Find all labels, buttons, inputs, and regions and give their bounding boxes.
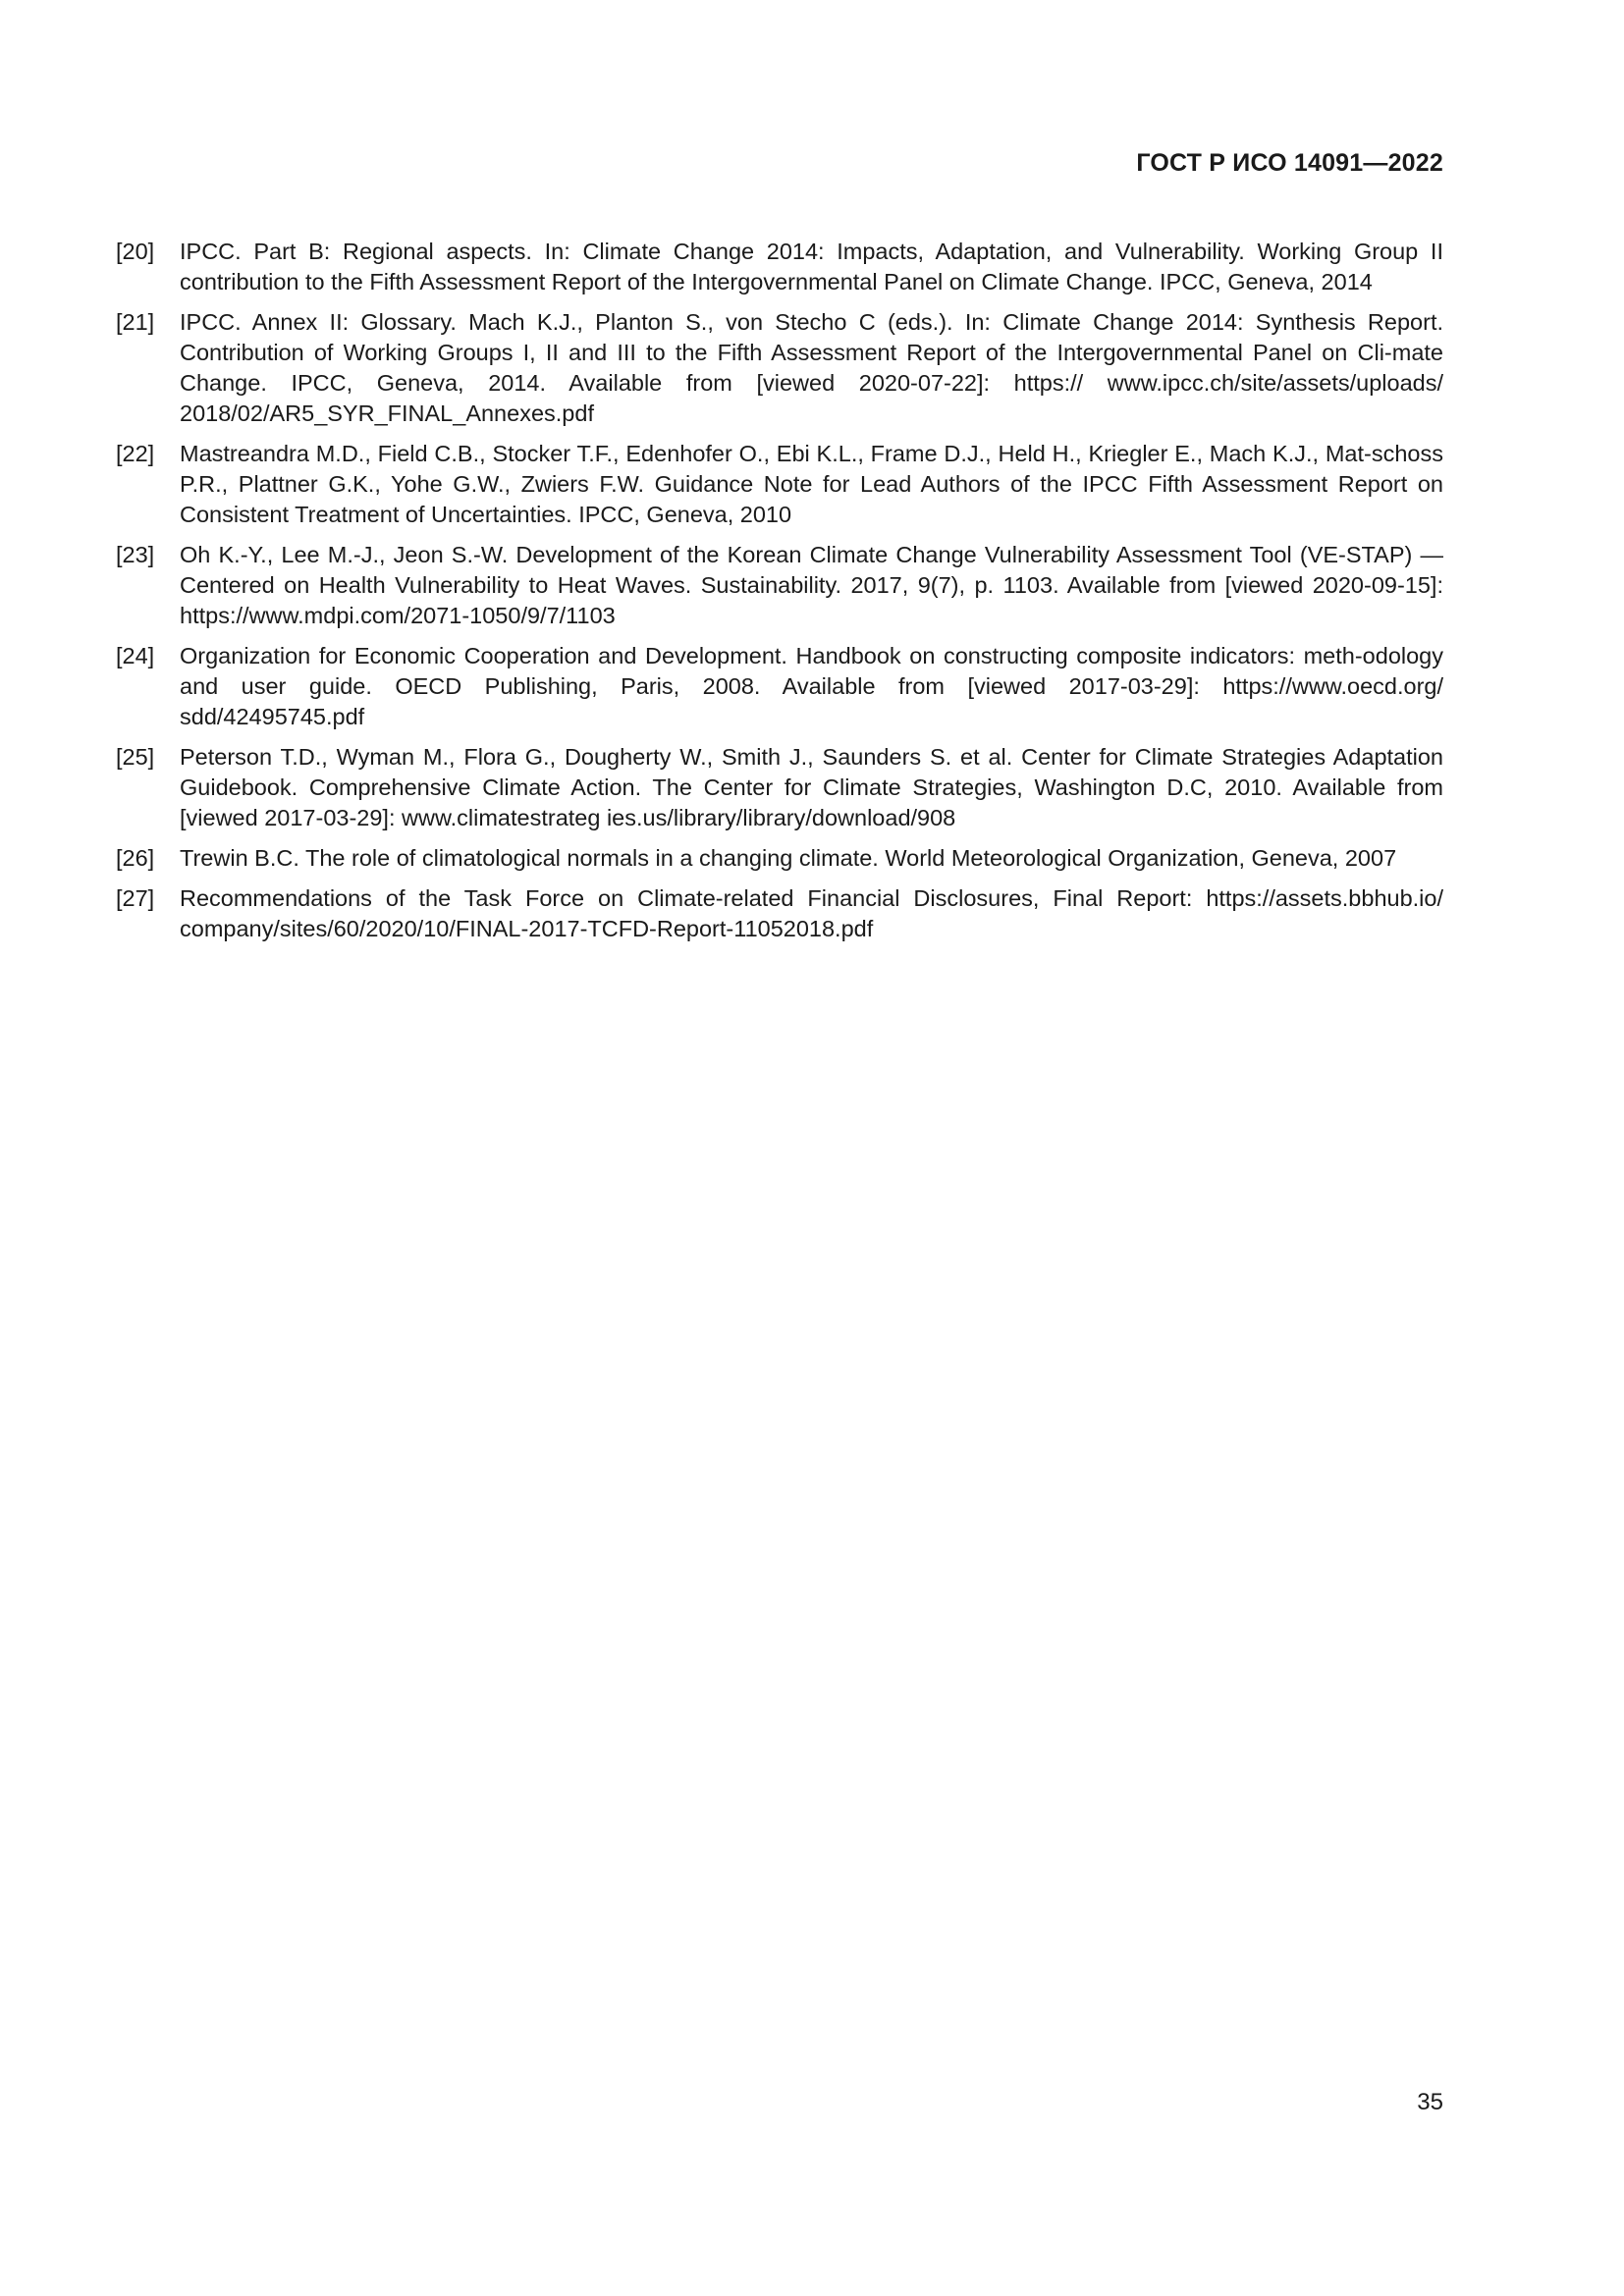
reference-number: [25] — [116, 744, 155, 770]
document-header-code: ГОСТ Р ИСО 14091—2022 — [1136, 149, 1443, 177]
reference-text: Organization for Economic Cooperation and Development. Handbook on constructing composite indicators: meth-odology and user guide. OECD Publishing, Paris, 2008. Available from [viewed 2017-03-29]: https://www.oecd.org/ sdd/42495745.pdf — [180, 643, 1443, 729]
bibliography-list — [116, 237, 1443, 954]
reference-item — [116, 237, 1443, 297]
reference-item — [116, 439, 1443, 530]
reference-item — [116, 742, 1443, 833]
reference-number: [21] — [116, 309, 155, 335]
reference-item — [116, 540, 1443, 631]
reference-item — [116, 641, 1443, 732]
reference-item — [116, 843, 1443, 874]
reference-item — [116, 307, 1443, 429]
reference-text: Recommendations of the Task Force on Climate-related Financial Disclosures, Final Report: https://assets.bbhub.io/ company/sites/60/2020/10/FINAL-2017-TCFD-Report-11052018.pdf — [180, 885, 1443, 941]
reference-text: Mastreandra M.D., Field C.B., Stocker T.F., Edenhofer O., Ebi K.L., Frame D.J., Held H., Kriegler E., Mach K.J., Mat-schoss P.R., Plattner G.K., Yohe G.W., Zwiers F.W. Guidance Note for Lead Authors of the IPCC Fifth Assessment Report on Consistent Treatment of Uncertainties. IPCC, Geneva, 2010 — [180, 441, 1443, 527]
reference-text: Peterson T.D., Wyman M., Flora G., Dougherty W., Smith J., Saunders S. et al. Center for Climate Strategies Adaptation Guidebook. Comprehensive Climate Action. The Center for Climate Strategies, Washington D.C, 2010. Available from [viewed 2017-03-29]: www.climatestrateg ies.us/library/library/download/908 — [180, 744, 1443, 830]
reference-text: Trewin B.C. The role of climatological normals in a changing climate. World Meteorological Organization, Geneva, 2007 — [180, 845, 1397, 871]
reference-number: [24] — [116, 643, 155, 668]
reference-item — [116, 883, 1443, 944]
reference-number: [23] — [116, 542, 155, 567]
reference-number: [20] — [116, 239, 155, 264]
reference-number: [26] — [116, 845, 155, 871]
reference-number: [22] — [116, 441, 155, 466]
reference-text: IPCC. Part B: Regional aspects. In: Climate Change 2014: Impacts, Adaptation, and Vulnerability. Working Group II contribution to the Fifth Assessment Report of the Intergovernmental Panel on Climate Change. IPCC, Geneva, 2014 — [180, 239, 1443, 294]
reference-text: IPCC. Annex II: Glossary. Mach K.J., Planton S., von Stecho C (eds.). In: Climate Change 2014: Synthesis Report. Contribution of Working Groups I, II and III to the Fifth Assessment Report of the Intergovernmental Panel on Cli-mate Change. IPCC, Geneva, 2014. Available from [viewed 2020-07-22]: https:// www.ipcc.ch/site/assets/uploads/ 2018/02/AR5_SYR_FINAL_Annexes.pdf — [180, 309, 1443, 426]
reference-number: [27] — [116, 885, 155, 911]
page-number: 35 — [1417, 2089, 1443, 2115]
reference-text: Oh K.-Y., Lee M.-J., Jeon S.-W. Development of the Korean Climate Change Vulnerability Assessment Tool (VE-STAP) — Centered on Health Vulnerability to Heat Waves. Sustainability. 2017, 9(7), p. 1103. Available from [viewed 2020-09-15]: https://www.mdpi.com/2071-1050/9/7/1103 — [180, 542, 1443, 628]
